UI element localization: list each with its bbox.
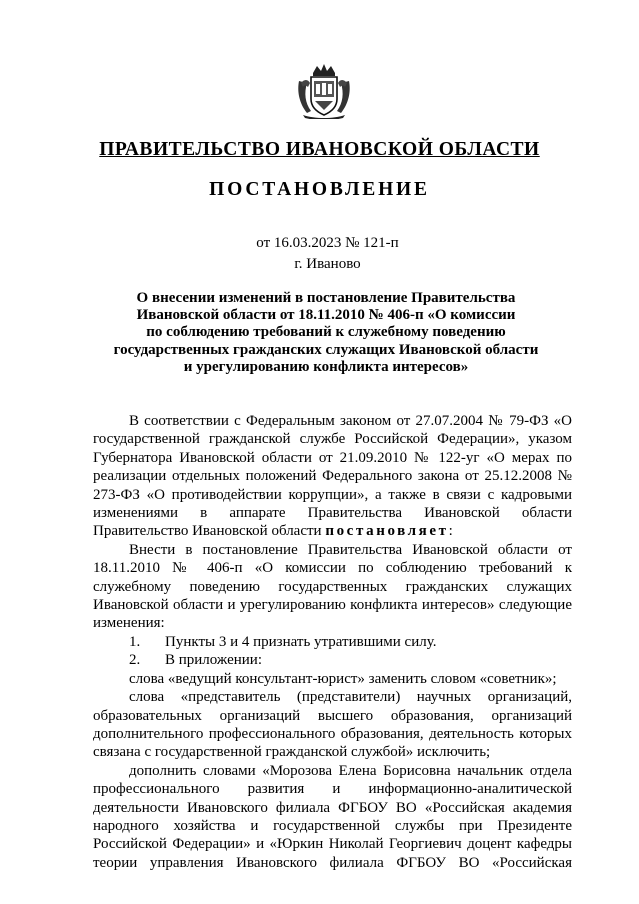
subject-line: государственных гражданских служащих Ивановской области bbox=[113, 341, 539, 358]
document-city: г. Иваново bbox=[294, 256, 361, 272]
decree-colon: : bbox=[448, 523, 453, 540]
subject-line: О внесении изменений в постановление Правительства bbox=[136, 290, 516, 306]
item-number: 2. bbox=[129, 652, 141, 669]
preamble-paragraph bbox=[93, 412, 572, 541]
coat-of-arms-emblem bbox=[295, 63, 353, 119]
intro-paragraph: Внести в постановление Правительства Ивановской области от 18.11.2010 № 406-п «О комиссии по соблюдению требований к служебному поведению государственных гражданских служащих Ивановской области и урегулированию конфликта интересов» следующие изменения: bbox=[93, 541, 572, 632]
list-item-1 bbox=[93, 633, 572, 651]
document-type-heading: ПОСТАНОВЛЕНИЕ bbox=[209, 179, 430, 200]
subject-line: и урегулированию конфликта интересов» bbox=[183, 358, 469, 375]
subject-line: по соблюдению требований к служебному поведению bbox=[146, 324, 506, 341]
item-text: Пункты 3 и 4 признать утратившими силу. bbox=[165, 633, 437, 650]
change-paragraph-2: слова «представитель (представители) научных организаций, образовательных организаций высшего образования, организаций дополнительного профессионального образования, деятельность которых связана с государственной гражданской службой» исключить; bbox=[93, 689, 572, 761]
change-paragraph-3: дополнить словами «Морозова Елена Борисовна начальник отдела профессионального развития и информационно-аналитической деятельности Ивановского филиала ФГБОУ ВО «Российская академия народного хозяйства и государственной службы при Президенте Российской Федерации» и «Юркин Николай Георгиевич доцент кафедры теории управления Ивановского филиала ФГБОУ ВО «Российская bbox=[93, 762, 572, 871]
change-paragraph-1: слова «ведущий консультант-юрист» заменить словом «советник»; bbox=[129, 670, 557, 687]
decree-word: постановляет bbox=[325, 523, 449, 540]
subject-line: Ивановской области от 18.11.2010 № 406-п «О комиссии bbox=[136, 307, 516, 324]
document-body bbox=[93, 412, 572, 872]
preamble-text: В соответствии с Федеральным законом от 27.07.2004 № 79-ФЗ «О государственной гражданской службе Российской Федерации», указом Губернатора Ивановской области от 21.09.2010 № 122-уг «О мерах по реализации отдельных положений Федерального закона от 25.12.2008 № 273-ФЗ «О противодействии коррупции», а также в связи с кадровыми изменениями в аппарате Правительства Ивановской области Правительство Ивановской области bbox=[93, 413, 572, 540]
item-number: 1. bbox=[129, 633, 141, 650]
document-subject bbox=[96, 290, 556, 376]
list-item-2 bbox=[93, 651, 572, 669]
document-date-number: от 16.03.2023 № 121-п bbox=[256, 235, 399, 251]
organization-title: ПРАВИТЕЛЬСТВО ИВАНОВСКОЙ ОБЛАСТИ bbox=[99, 139, 540, 160]
item-text: В приложении: bbox=[165, 652, 262, 669]
